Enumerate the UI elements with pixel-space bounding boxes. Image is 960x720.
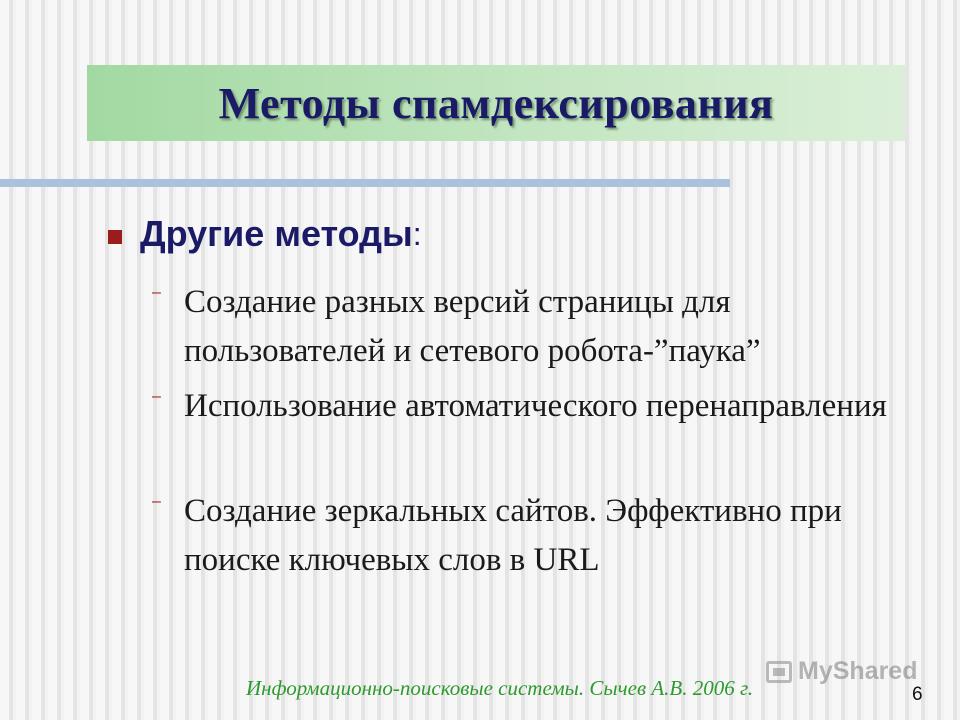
slide-title: Методы спамдексирования [218,78,774,128]
list-item [152,382,932,431]
list-item-text: Создание разных версий страницы для пользователей и сетевого робота-”паука” [184,284,761,369]
dash-bullet-icon: – [152,284,161,301]
monitor-icon [766,661,792,683]
heading-colon: : [412,215,422,252]
square-bullet-icon [108,230,122,244]
section-heading: Другие методы [140,213,413,254]
footer-text: Информационно-поисковые системы. Сычев А.В. 2006 г. [246,676,754,700]
title-banner [87,65,905,141]
divider-rule [0,179,730,187]
watermark [766,657,917,686]
watermark-text: MyShared [798,657,918,685]
list-item-text: Использование автоматического перенаправления [184,388,887,424]
section-heading-row [108,213,422,255]
list-item [152,278,932,376]
list-item [152,487,932,585]
dash-bullet-icon: – [152,388,161,405]
list-item-text: Создание зеркальных сайтов. Эффективно при поиске ключевых слов в URL [184,493,842,578]
dash-bullet-icon: – [152,493,161,510]
page-number: 6 [912,684,923,705]
